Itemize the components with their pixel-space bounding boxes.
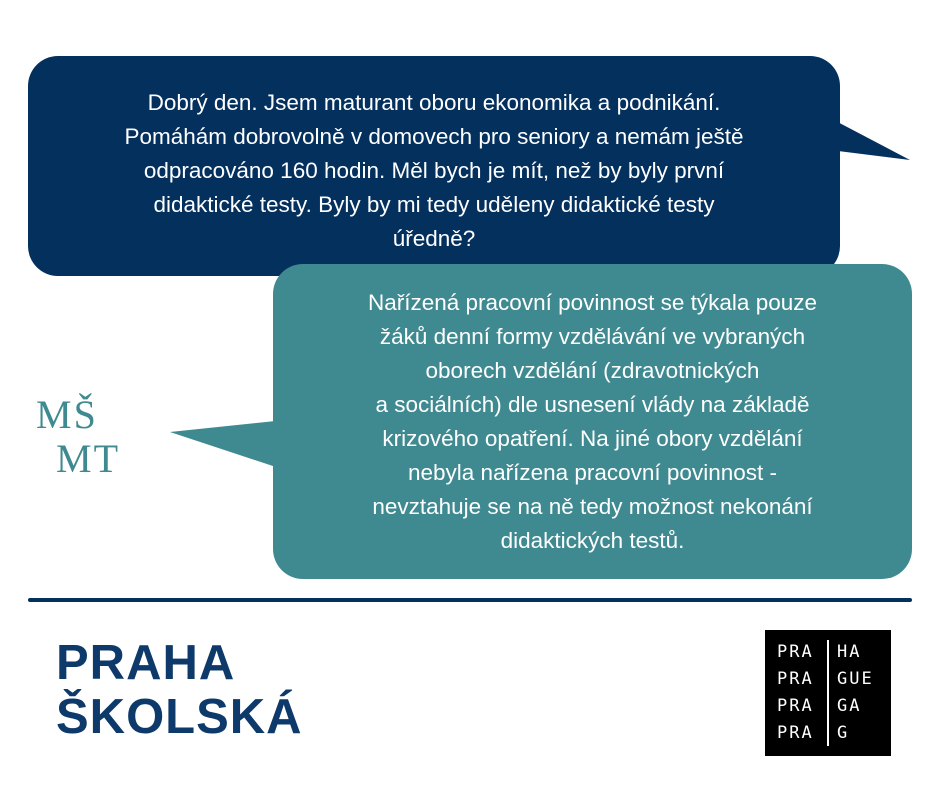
praha-skolska-logo: [56, 636, 303, 744]
question-line: úředně?: [392, 226, 476, 251]
logo-divider-line: [827, 640, 829, 746]
logo-left-row: PRA: [777, 669, 814, 689]
divider: [28, 598, 912, 602]
question-bubble: [28, 56, 840, 276]
answer-bubble-tail: [170, 420, 285, 470]
answer-line: a sociálních) dle usnesení vlády na základě: [375, 392, 810, 417]
answer-line: nebyla nařízena pracovní povinnost -: [408, 460, 777, 485]
answer-line: oborech vzdělání (zdravotnických: [425, 358, 760, 383]
answer-bubble: [273, 264, 912, 579]
msmt-logo-top: MŠ: [36, 392, 98, 437]
answer-line: krizového opatření. Na jiné obory vzdělání: [382, 426, 803, 451]
brand-line-1: PRAHA: [56, 636, 236, 690]
question-line: Dobrý den. Jsem maturant oboru ekonomika a podnikání.: [147, 90, 721, 115]
answer-line: nevztahuje se na ně tedy možnost nekonání: [372, 494, 813, 519]
logo-left-row: PRA: [777, 696, 814, 716]
logo-right-row: GA: [837, 696, 862, 716]
logo-left-row: PRA: [777, 642, 814, 662]
answer-line: Nařízená pracovní povinnost se týkala pouze: [367, 290, 817, 315]
praha-prague-logo: [765, 630, 891, 756]
msmt-logo: [34, 392, 166, 474]
logo-right-row: GUE: [837, 669, 874, 689]
answer-line: žáků denní formy vzdělávání ve vybraných: [379, 324, 806, 349]
brand-line-2: ŠKOLSKÁ: [56, 690, 303, 744]
msmt-logo-bottom: MT: [56, 436, 120, 474]
logo-right-row: G: [837, 723, 850, 743]
question-line: didaktické testy. Byly by mi tedy uděleny didaktické testy: [153, 192, 715, 217]
answer-line: didaktických testů.: [500, 528, 685, 553]
question-line: odpracováno 160 hodin. Měl bych je mít, než by byly první: [143, 158, 725, 183]
logo-left-row: PRA: [777, 723, 814, 743]
logo-right-row: HA: [837, 642, 862, 662]
question-line: Pomáhám dobrovolně v domovech pro seniory a nemám ještě: [124, 124, 744, 149]
